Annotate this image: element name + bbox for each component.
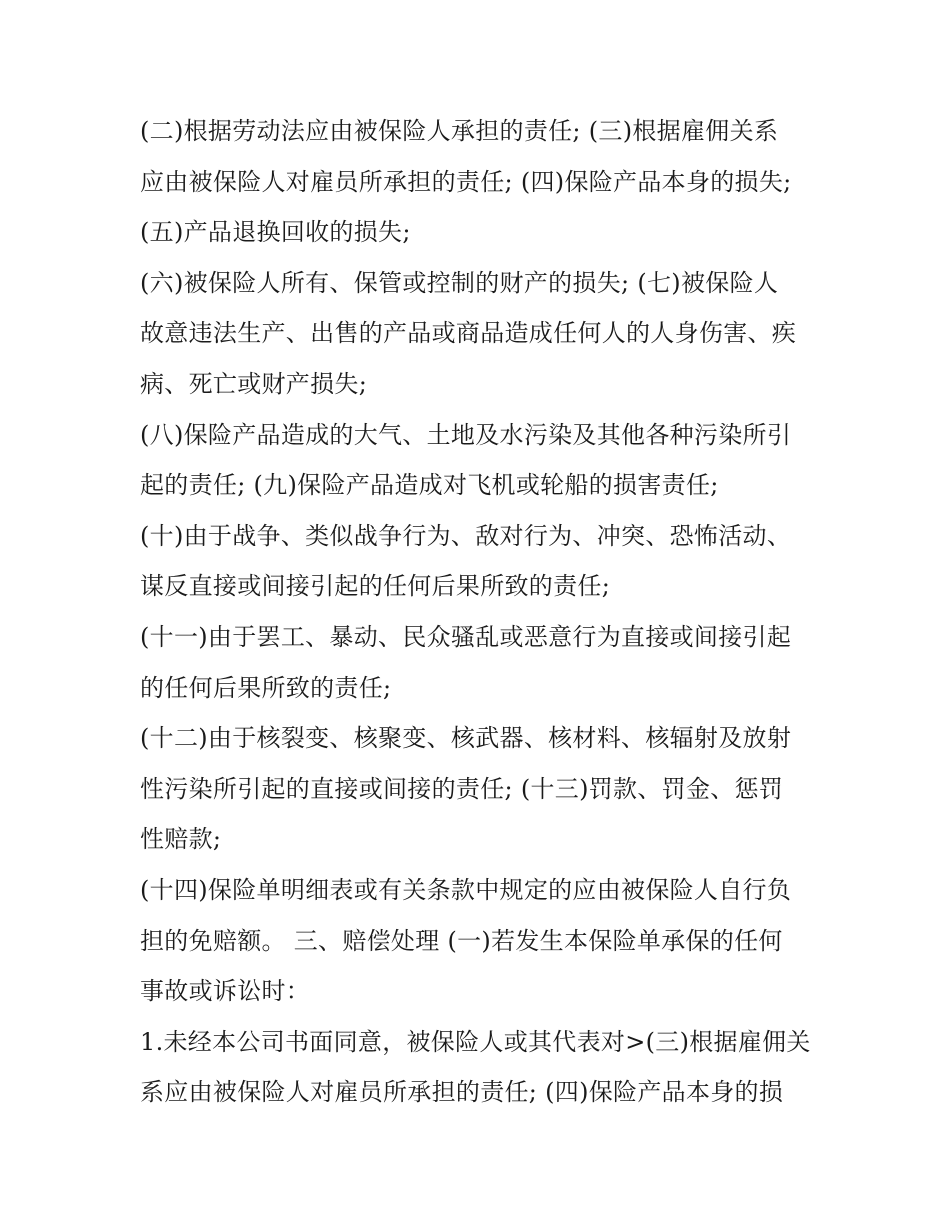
text-line: (八)保险产品造成的大气、土地及水污染及其他各种污染所引 (140, 420, 792, 449)
text-line: 性赔款; (140, 825, 222, 854)
text-line: (六)被保险人所有、保管或控制的财产的损失; (七)被保险人 (140, 268, 779, 297)
text-line: (十四)保险单明细表或有关条款中规定的应由被保险人自行负 (140, 875, 792, 904)
text-line: 谋反直接或间接引起的任何后果所致的责任; (140, 572, 611, 601)
text-line: 1.未经本公司书面同意，被保险人或其代表对>(三)根据雇佣关 (140, 1027, 811, 1056)
document-body (140, 106, 820, 1118)
text-line: (十)由于战争、类似战争行为、敌对行为、冲突、恐怖活动、 (140, 521, 792, 550)
text-line: 故意违法生产、出售的产品或商品造成任何人的人身伤害、疾 (140, 319, 797, 348)
text-line: 事故或诉讼时： (140, 977, 311, 1006)
text-line: 起的责任; (九)保险产品造成对飞机或轮船的损害责任; (140, 471, 719, 500)
text-line: 病、死亡或财产损失; (140, 369, 368, 398)
text-line: (十二)由于核裂变、核聚变、核武器、核材料、核辐射及放射 (140, 724, 792, 753)
text-line: 的任何后果所致的责任; (140, 673, 392, 702)
text-line: 性污染所引起的直接或间接的责任; (十三)罚款、罚金、惩罚 (140, 774, 784, 803)
text-line: 系应由被保险人对雇员所承担的责任; (四)保险产品本身的损 (140, 1078, 784, 1107)
text-line: 应由被保险人对雇员所承担的责任; (四)保险产品本身的损失; (140, 167, 792, 196)
text-line: (五)产品退换回收的损失; (140, 218, 411, 247)
text-line: (十一)由于罢工、暴动、民众骚乱或恶意行为直接或间接引起 (140, 622, 792, 651)
text-line: (二)根据劳动法应由被保险人承担的责任; (三)根据雇佣关系 (140, 117, 779, 145)
text-line: 担的免赔额。 三、赔偿处理 (一)若发生本保险单承保的任何 (140, 926, 783, 955)
